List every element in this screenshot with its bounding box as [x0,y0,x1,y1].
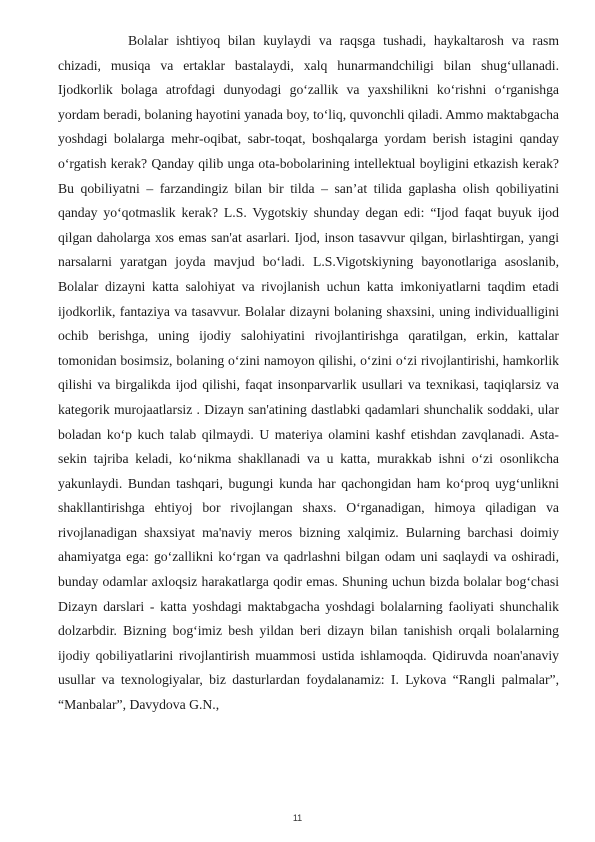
body-paragraph: Bolalar ishtiyoq bilan kuylaydi va raqsga tushadi, haykaltarosh va rasm chizadi, musiqa va ertaklar bastalaydi, xalq hunarmandchiligi bilan shug‘ullanadi. Ijodkorlik bolaga atrofdagi dunyodagi go‘zallik va yaxshilikni ko‘rishni o‘rganishga yordam beradi, bolaning hayotini yanada boy, to‘liq, quvonchli qiladi. Ammo maktabgacha yoshdagi bolalarga mehr-oqibat, sabr-toqat, boshqalarga yordam berish istagini qanday o‘rgatish kerak? Qanday qilib unga ota-bobolarining intellektual boyligini etkazish kerak? Bu qobiliyatni – farzandingiz bilan bir tilda – san’at tilida gaplasha olish qobiliyatini qanday yo‘qotmaslik kerak? L.S. Vygotskiy shunday degan edi: “Ijod faqat buyuk ijod qilgan daholarga xos emas san'at asarlari. Ijod, inson tasavvur qilgan, birlashtirgan, yangi narsalarni yaratgan joyda mavjud bo‘ladi. L.S.Vigotskiyning bayonotlariga asoslanib, Bolalar dizayni katta salohiyat va rivojlanish uchun katta imkoniyatlarni taqdim etadi ijodkorlik, fantaziya va tasavvur. Bolalar dizayni bolaning shaxsini, uning individualligini ochib berishga, uning ijodiy salohiyatini rivojlantirishga qaratilgan, erkin, kattalar tomonidan bosimsiz, bolaning o‘zini namoyon qilishi, o‘zini o‘zi rivojlantirishi, hamkorlik qilishi va birgalikda ijod qilishi, faqat insonparvarlik usullari va texnikasi, taqiqlarsiz va kategorik murojaatlarsiz . Dizayn san'atining dastlabki qadamlari shunchalik soddaki, ular boladan ko‘p kuch talab qilmaydi. U materiya olamini kashf etishdan zavqlanadi. Asta-sekin tajriba keladi, ko‘nikma shakllanadi va u katta, murakkab ishni o‘zi osonlikcha yakunlaydi. Bundan tashqari, bugungi kunda har qachongidan ham ko‘proq uyg‘unlikni shakllantirishga ehtiyoj bor rivojlangan shaxs. O‘rganadigan, himoya qiladigan va rivojlanadigan shaxsiyat ma'naviy meros bizning xalqimiz. Bularning barchasi doimiy ahamiyatga ega: go‘zallikni ko‘rgan va qadrlashni bilgan odam uni saqlaydi va oshiradi, bunday odamlar axloqsiz harakatlarga qodir emas. Shuning uchun bizda bolalar bog‘chasi Dizayn darslari - katta yoshdagi maktabgacha yoshdagi bolalarning faoliyati shunchalik dolzarbdir. Bizning bog‘imiz besh yildan beri dizayn bilan tanishish orqali bolalarning ijodiy qobiliyatlarini rivojlantirish muammosi ustida ishlamoqda. Qidiruvda noan'anaviy usullar va texnologiyalar, biz dasturlardan foydalanamiz: I. Lykova “Rangli palmalar”, “Manbalar”, Davydova G.N., [58,33,559,713]
page-number: 11 [292,813,303,823]
